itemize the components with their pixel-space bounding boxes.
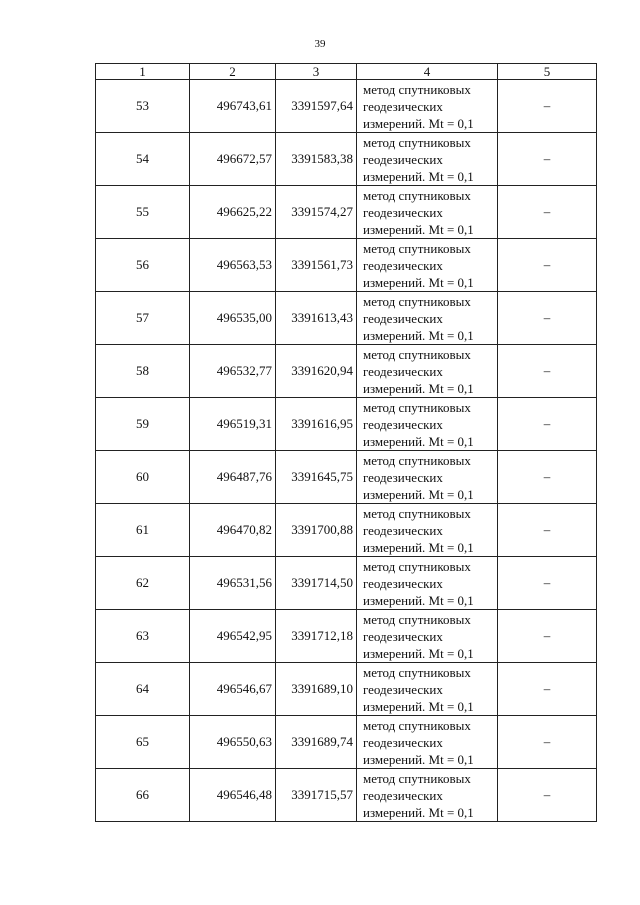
note-cell: –: [498, 610, 597, 663]
x-coordinate-cell: 496535,00: [190, 292, 276, 345]
table-row: [96, 239, 597, 292]
method-text-line: геодезических: [363, 151, 443, 167]
method-cell: [357, 80, 498, 133]
method-text-line: геодезических: [363, 628, 443, 644]
point-number-cell: 66: [96, 769, 190, 822]
note-cell: –: [498, 663, 597, 716]
y-coordinate-cell: 3391715,57: [276, 769, 357, 822]
table-row: [96, 345, 597, 398]
method-text-line: метод спутниковых: [363, 240, 471, 256]
y-coordinate-cell: 3391714,50: [276, 557, 357, 610]
table-row: [96, 557, 597, 610]
x-coordinate-cell: 496531,56: [190, 557, 276, 610]
y-coordinate-cell: 3391700,88: [276, 504, 357, 557]
point-number-cell: 61: [96, 504, 190, 557]
y-coordinate-cell: 3391561,73: [276, 239, 357, 292]
point-number-cell: 53: [96, 80, 190, 133]
method-text-line: метод спутниковых: [363, 134, 471, 150]
method-text-line: геодезических: [363, 734, 443, 750]
method-text-line: метод спутниковых: [363, 717, 471, 733]
x-coordinate-cell: 496519,31: [190, 398, 276, 451]
table-row: [96, 663, 597, 716]
method-text-line: геодезических: [363, 98, 443, 114]
table-row: [96, 80, 597, 133]
x-coordinate-cell: 496550,63: [190, 716, 276, 769]
method-cell: [357, 133, 498, 186]
y-coordinate-cell: 3391597,64: [276, 80, 357, 133]
method-text-line: измерений. Mt = 0,1: [363, 327, 474, 343]
method-text-line: геодезических: [363, 575, 443, 591]
method-text-line: метод спутниковых: [363, 346, 471, 362]
table-row: [96, 451, 597, 504]
method-text-line: измерений. Mt = 0,1: [363, 698, 474, 714]
method-text-line: метод спутниковых: [363, 452, 471, 468]
point-number-cell: 64: [96, 663, 190, 716]
method-cell: [357, 716, 498, 769]
page-number: 39: [314, 38, 326, 50]
x-coordinate-cell: 496542,95: [190, 610, 276, 663]
note-cell: –: [498, 398, 597, 451]
method-text-line: геодезических: [363, 681, 443, 697]
table-body: [96, 80, 597, 822]
y-coordinate-cell: 3391620,94: [276, 345, 357, 398]
note-cell: –: [498, 292, 597, 345]
x-coordinate-cell: 496470,82: [190, 504, 276, 557]
point-number-cell: 55: [96, 186, 190, 239]
x-coordinate-cell: 496546,48: [190, 769, 276, 822]
method-text-line: измерений. Mt = 0,1: [363, 274, 474, 290]
method-text-line: геодезических: [363, 257, 443, 273]
method-cell: [357, 769, 498, 822]
point-number-cell: 57: [96, 292, 190, 345]
x-coordinate-cell: 496625,22: [190, 186, 276, 239]
note-cell: –: [498, 769, 597, 822]
method-text-line: геодезических: [363, 416, 443, 432]
y-coordinate-cell: 3391574,27: [276, 186, 357, 239]
method-text-line: геодезических: [363, 469, 443, 485]
y-coordinate-cell: 3391712,18: [276, 610, 357, 663]
method-text-line: геодезических: [363, 522, 443, 538]
y-coordinate-cell: 3391616,95: [276, 398, 357, 451]
point-number-cell: 56: [96, 239, 190, 292]
method-cell: [357, 557, 498, 610]
y-coordinate-cell: 3391645,75: [276, 451, 357, 504]
method-cell: [357, 292, 498, 345]
note-cell: –: [498, 239, 597, 292]
x-coordinate-cell: 496532,77: [190, 345, 276, 398]
note-cell: –: [498, 557, 597, 610]
x-coordinate-cell: 496743,61: [190, 80, 276, 133]
method-cell: [357, 504, 498, 557]
note-cell: –: [498, 345, 597, 398]
y-coordinate-cell: 3391613,43: [276, 292, 357, 345]
method-text-line: метод спутниковых: [363, 81, 471, 97]
method-text-line: измерений. Mt = 0,1: [363, 804, 474, 820]
method-text-line: геодезических: [363, 363, 443, 379]
method-text-line: метод спутниковых: [363, 611, 471, 627]
coordinates-table: [95, 63, 597, 822]
y-coordinate-cell: 3391583,38: [276, 133, 357, 186]
column-header-1: 1: [96, 64, 190, 80]
table-row: [96, 769, 597, 822]
method-cell: [357, 186, 498, 239]
x-coordinate-cell: 496672,57: [190, 133, 276, 186]
y-coordinate-cell: 3391689,74: [276, 716, 357, 769]
method-text-line: измерений. Mt = 0,1: [363, 221, 474, 237]
method-cell: [357, 345, 498, 398]
method-text-line: измерений. Mt = 0,1: [363, 433, 474, 449]
method-cell: [357, 663, 498, 716]
column-header-3: 3: [276, 64, 357, 80]
point-number-cell: 59: [96, 398, 190, 451]
method-text-line: геодезических: [363, 787, 443, 803]
note-cell: –: [498, 186, 597, 239]
method-text-line: измерений. Mt = 0,1: [363, 168, 474, 184]
point-number-cell: 54: [96, 133, 190, 186]
table-row: [96, 186, 597, 239]
table-row: [96, 610, 597, 663]
method-text-line: измерений. Mt = 0,1: [363, 115, 474, 131]
method-text-line: метод спутниковых: [363, 664, 471, 680]
column-header-4: 4: [357, 64, 498, 80]
method-text-line: измерений. Mt = 0,1: [363, 539, 474, 555]
table-header-row: [96, 64, 597, 80]
note-cell: –: [498, 133, 597, 186]
method-text-line: измерений. Mt = 0,1: [363, 380, 474, 396]
method-text-line: измерений. Mt = 0,1: [363, 645, 474, 661]
table-row: [96, 398, 597, 451]
note-cell: –: [498, 716, 597, 769]
note-cell: –: [498, 451, 597, 504]
method-cell: [357, 398, 498, 451]
method-text-line: метод спутниковых: [363, 505, 471, 521]
method-text-line: метод спутниковых: [363, 187, 471, 203]
note-cell: –: [498, 80, 597, 133]
table-row: [96, 504, 597, 557]
y-coordinate-cell: 3391689,10: [276, 663, 357, 716]
point-number-cell: 63: [96, 610, 190, 663]
method-text-line: геодезических: [363, 204, 443, 220]
method-text-line: метод спутниковых: [363, 770, 471, 786]
column-header-2: 2: [190, 64, 276, 80]
method-cell: [357, 610, 498, 663]
method-cell: [357, 451, 498, 504]
method-cell: [357, 239, 498, 292]
point-number-cell: 58: [96, 345, 190, 398]
method-text-line: метод спутниковых: [363, 293, 471, 309]
method-text-line: измерений. Mt = 0,1: [363, 751, 474, 767]
note-cell: –: [498, 504, 597, 557]
column-header-5: 5: [498, 64, 597, 80]
table-row: [96, 716, 597, 769]
method-text-line: метод спутниковых: [363, 558, 471, 574]
method-text-line: измерений. Mt = 0,1: [363, 486, 474, 502]
x-coordinate-cell: 496487,76: [190, 451, 276, 504]
point-number-cell: 62: [96, 557, 190, 610]
method-text-line: измерений. Mt = 0,1: [363, 592, 474, 608]
point-number-cell: 65: [96, 716, 190, 769]
method-text-line: геодезических: [363, 310, 443, 326]
table-row: [96, 133, 597, 186]
x-coordinate-cell: 496563,53: [190, 239, 276, 292]
x-coordinate-cell: 496546,67: [190, 663, 276, 716]
method-text-line: метод спутниковых: [363, 399, 471, 415]
point-number-cell: 60: [96, 451, 190, 504]
table-row: [96, 292, 597, 345]
